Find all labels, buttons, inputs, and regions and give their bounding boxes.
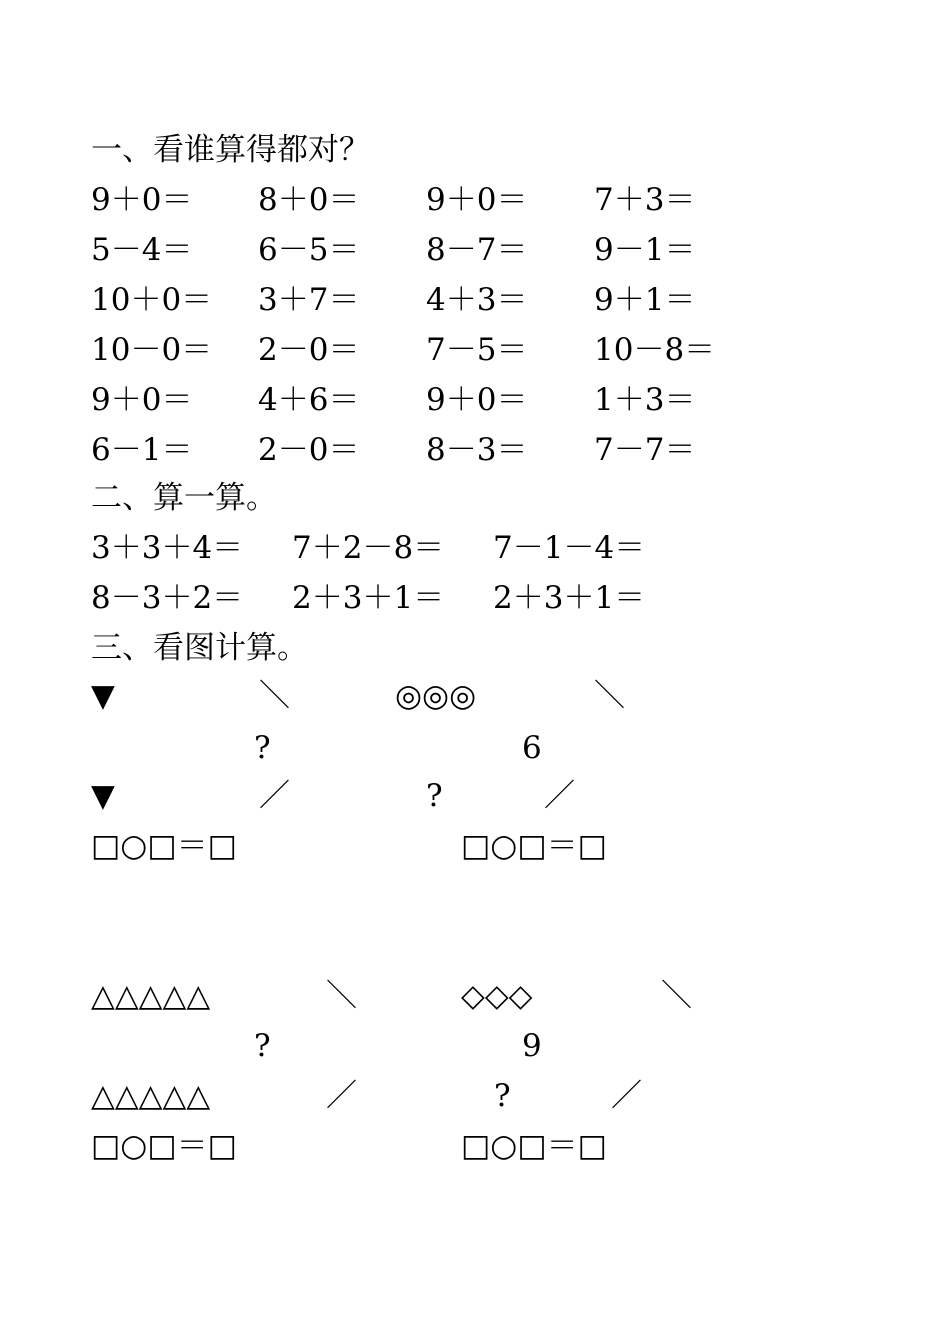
branch-line-top: ＼ [661,978,692,1014]
equation: 4＋6＝ [258,382,360,418]
total-unknown: ? [254,730,271,766]
equation: 9＋1＝ [594,282,696,318]
equation: 9－1＝ [594,232,696,268]
equation: 8－7＝ [426,232,528,268]
equation: 7＋2－8＝ [292,530,445,566]
equation: 8＋0＝ [258,182,360,218]
equation: 9＋0＝ [426,182,528,218]
equation: 2＋3＋1＝ [292,580,445,616]
equation-blanks: □○□＝□ [461,1128,607,1164]
equation: 4＋3＝ [426,282,528,318]
branch-line-bottom: ／ [326,1078,357,1114]
branch-line-bottom: ／ [259,778,290,814]
equation: 8－3＋2＝ [91,580,244,616]
equation: 7－1－4＝ [493,530,646,566]
double-circle-icons: ◎◎◎ [395,678,477,714]
branch-line-top: ＼ [259,678,290,714]
triangle-icons: △△△△△ [91,978,211,1014]
diamond-icons: ◇◇◇ [461,978,533,1014]
equation: 9＋0＝ [91,182,193,218]
section2-heading: 二、算一算。 [91,480,277,516]
branch-line-top: ＼ [594,678,625,714]
total-unknown: ? [254,1028,271,1064]
total-value: 6 [522,730,542,766]
equation: 10＋0＝ [91,282,213,318]
equation: 6－1＝ [91,432,193,468]
equation: 8－3＝ [426,432,528,468]
equation: 9＋0＝ [426,382,528,418]
branch-line-bottom: ／ [611,1078,642,1114]
equation: 3＋3＋4＝ [91,530,244,566]
equation-blanks: □○□＝□ [91,828,237,864]
triangle-icons: △△△△△ [91,1078,211,1114]
total-value: 9 [522,1028,542,1064]
part-unknown: ? [494,1078,511,1114]
equation: 1＋3＝ [594,382,696,418]
part-unknown: ? [426,778,443,814]
equation: 2＋3＋1＝ [493,580,646,616]
equation: 2－0＝ [258,332,360,368]
equation: 6－5＝ [258,232,360,268]
equation-blanks: □○□＝□ [461,828,607,864]
equation: 7＋3＝ [594,182,696,218]
equation: 10－0＝ [91,332,213,368]
equation: 3＋7＝ [258,282,360,318]
down-triangle-icon: ▼ [91,678,115,714]
down-triangle-icon: ▼ [91,778,115,814]
section1-heading: 一、看谁算得都对？ [91,132,370,168]
equation: 10－8＝ [594,332,716,368]
section3-heading: 三、看图计算。 [91,630,308,666]
equation-blanks: □○□＝□ [91,1128,237,1164]
equation: 7－7＝ [594,432,696,468]
equation: 9＋0＝ [91,382,193,418]
equation: 2－0＝ [258,432,360,468]
branch-line-top: ＼ [326,978,357,1014]
branch-line-bottom: ／ [544,778,575,814]
equation: 5－4＝ [91,232,193,268]
equation: 7－5＝ [426,332,528,368]
